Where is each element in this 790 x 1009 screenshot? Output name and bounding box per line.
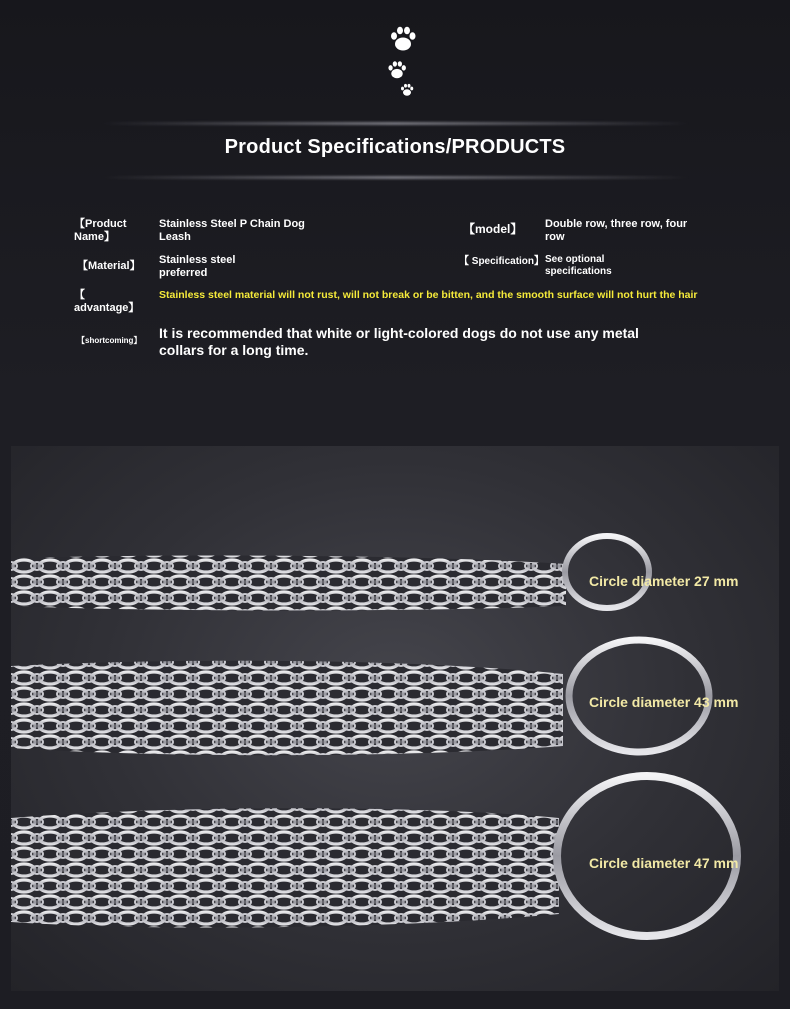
diameter-label-43: Circle diameter 43 mm <box>589 694 739 710</box>
advantage-value: Stainless steel material will not rust, will not break or be bitten, and the smooth surface will not hurt the hair <box>159 289 698 301</box>
title-band <box>100 118 690 182</box>
material-label: 【Material】 <box>77 260 141 272</box>
model-value: Double row, three row, four row <box>545 218 688 243</box>
shortcoming-value: It is recommended that white or light-colored dogs do not use any metal collars for a long time. <box>159 325 639 358</box>
product-photo <box>11 446 779 991</box>
chain-illustration <box>11 446 779 991</box>
page-title: Product Specifications/PRODUCTS <box>224 136 566 158</box>
chain-double-row <box>11 536 649 611</box>
paw-icon <box>389 25 417 53</box>
shortcoming-label: 【shortcoming】 <box>77 336 142 345</box>
specification-value: See optional specifications <box>545 254 612 277</box>
specification-label: 【 Specification】 <box>459 256 545 267</box>
product-name-value: Stainless Steel P Chain Dog Leash <box>159 218 305 243</box>
diameter-label-27: Circle diameter 27 mm <box>589 573 739 589</box>
divider <box>100 176 690 179</box>
paw-icon <box>387 60 407 80</box>
paw-icon <box>400 83 414 97</box>
advantage-label: 【 advantage】 <box>74 289 140 314</box>
material-value: Stainless steel preferred <box>159 254 236 279</box>
model-label: 【model】 <box>463 222 523 236</box>
divider <box>100 122 690 125</box>
diameter-label-47: Circle diameter 47 mm <box>589 855 739 871</box>
product-name-label: 【Product Name】 <box>74 218 127 243</box>
